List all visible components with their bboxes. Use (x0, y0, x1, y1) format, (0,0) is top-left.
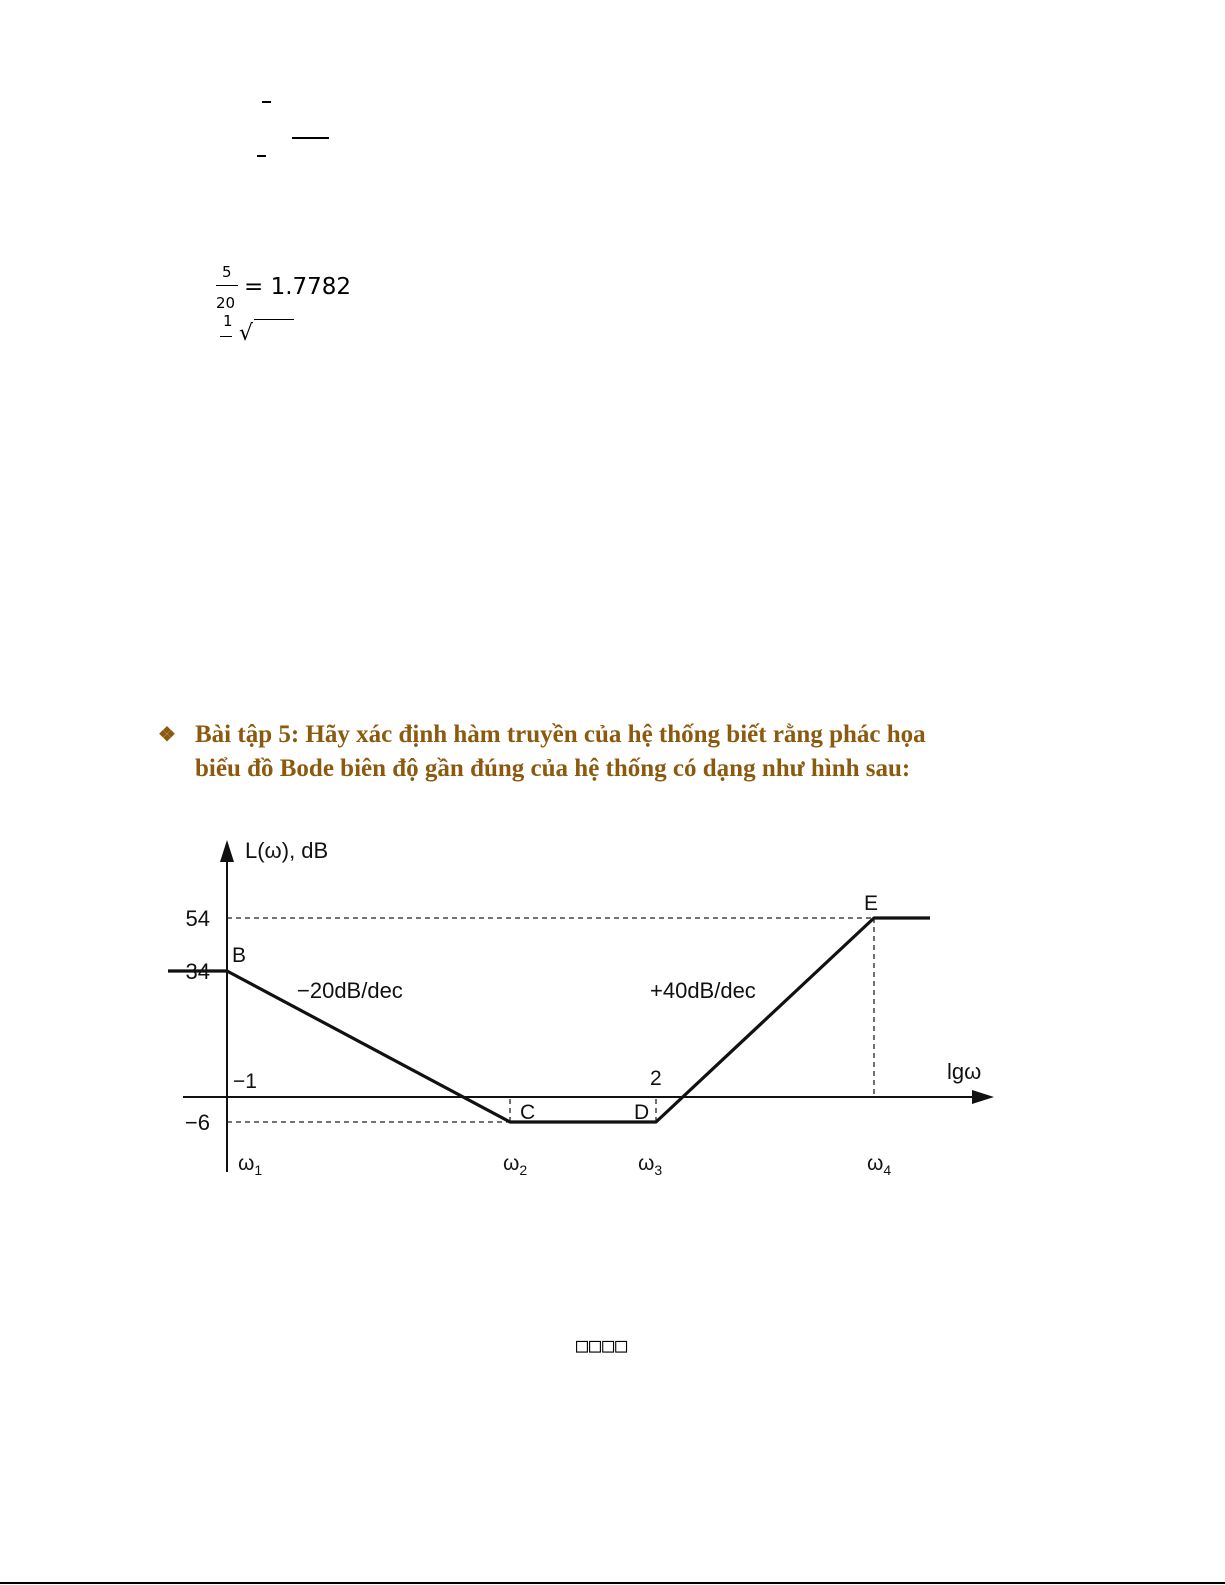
bode-magnitude-line (168, 918, 930, 1122)
x-axis-label: lgω (947, 1059, 982, 1084)
y-axis-label: L(ω), dB (245, 838, 329, 863)
omega-label-1: $\omega_1$ (238, 1152, 263, 1178)
sqrt-symbol: √ (239, 321, 254, 346)
slope-label-1: −20dB/dec (297, 978, 403, 1003)
footer-placeholder: □□□□ (576, 1333, 629, 1357)
exercise-line-1: Bài tập 5: Hãy xác định hàm truyền của hệ thống biết rằng phác họa (195, 721, 926, 748)
point-label-e: E (864, 892, 879, 915)
y-tick-label: 34 (185, 959, 210, 984)
y-tick-label: −6 (184, 1110, 210, 1135)
x-tick-label: 2 (650, 1067, 662, 1090)
y-axis-arrow-icon (220, 840, 234, 862)
omega-label-3: $\omega_3$ (638, 1152, 663, 1178)
point-label-c: C (520, 1101, 536, 1124)
exercise-line-2: biểu đồ Bode biên độ gần đúng của hệ thống có dạng như hình sau: (195, 755, 911, 782)
x-tick-label: −1 (233, 1070, 257, 1093)
formula-numerator: 5 (222, 263, 232, 281)
formula-denominator: 20 (216, 294, 236, 312)
formula-result: = 1.7782 (244, 274, 352, 300)
x-axis-arrow-icon (972, 1090, 994, 1104)
omega-label-2: $\omega_2$ (503, 1152, 528, 1178)
point-label-b: B (232, 944, 247, 967)
formula-half-numerator: 1 (223, 312, 233, 330)
diamond-bullet-icon: ❖ (158, 724, 176, 746)
point-label-d: D (634, 1101, 650, 1124)
page-bottom-rule (0, 1582, 1225, 1584)
omega-label-4: $\omega_4$ (867, 1152, 892, 1178)
y-tick-label: 54 (185, 906, 210, 931)
slope-label-2: +40dB/dec (650, 978, 756, 1003)
